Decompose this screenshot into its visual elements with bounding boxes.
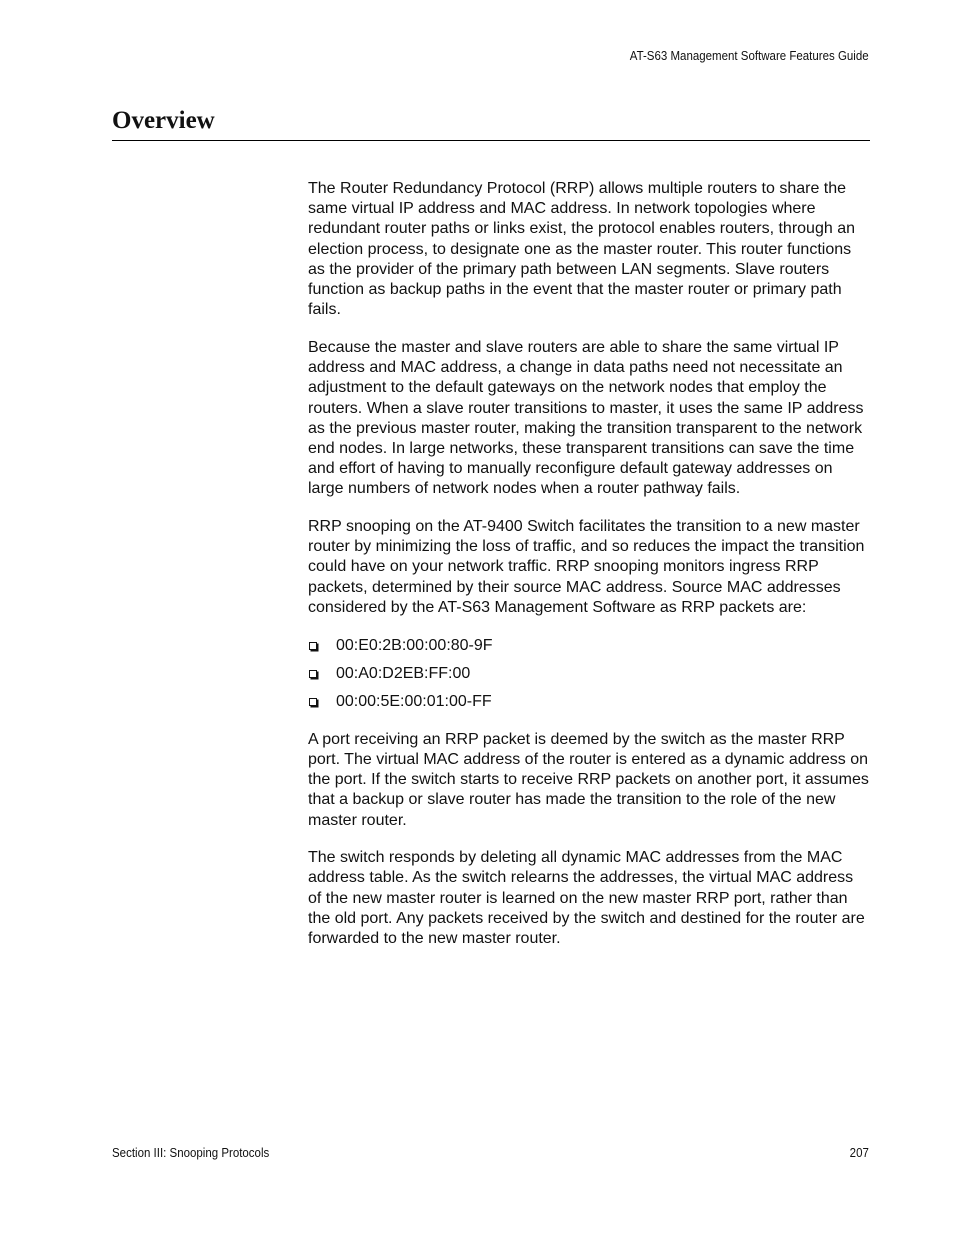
paragraph-rrp-intro: The Router Redundancy Protocol (RRP) allows multiple routers to share the same virtual IP address and MAC address. In network topologies where redundant router paths or links exist, the protocol enables routers, through an election process, to designate one as the master router. This router functions as the provider of the primary path between LAN segments. Slave routers function as backup paths in the event that the master router or primary path fails. [308,180,855,319]
paragraph-switch-response: The switch responds by deleting all dynamic MAC addresses from the MAC address table. As the switch relearns the addresses, the virtual MAC address of the new master router is learned on the new master RRP port, rather than the old port. Any packets received by the switch and destined for the router are forwarded to the new master router. [308,849,865,948]
list-item-text: 00:E0:2B:00:00:80-9F [336,636,493,654]
body-content [308,179,870,967]
paragraph-master-port: A port receiving an RRP packet is deemed by the switch as the master RRP port. The virtual MAC address of the router is entered as a dynamic address on the port. If the switch starts to receive RRP packets on another port, it assumes that a backup or slave router has made the transition to the role of the new master router. [308,730,869,829]
paragraph-rrp-snooping: RRP snooping on the AT-9400 Switch facilitates the transition to a new master router by minimizing the loss of traffic, and so reduces the impact the transition could have on your network traffic. RRP snooping monitors ingress RRP packets, determined by their source MAC address. Source MAC addresses considered by the AT-S63 Management Software as RRP packets are: [308,518,865,616]
checkbox-bullet-icon [309,642,317,650]
running-header: AT-S63 Management Software Features Guide [630,49,869,63]
footer-page-number: 207 [849,1146,869,1160]
list-item [308,636,870,656]
title-divider [112,140,870,141]
checkbox-bullet-icon [309,670,317,678]
list-item [308,664,870,684]
list-item [308,692,870,712]
list-item-text: 00:00:5E:00:01:00-FF [336,692,492,710]
checkbox-bullet-icon [309,698,317,706]
footer-section-label: Section III: Snooping Protocols [112,1146,270,1160]
list-item-text: 00:A0:D2EB:FF:00 [336,664,471,682]
section-title: Overview [112,107,215,134]
mac-address-list [308,636,870,712]
paragraph-shared-address: Because the master and slave routers are able to share the same virtual IP address and MAC address, a change in data paths need not necessitate an adjustment to the default gateways on the network nodes that employ the routers. When a slave router transitions to master, it uses the same IP address as the previous master router, making the transition transparent to the network end nodes. In large networks, these transparent transitions can save the time and effort of having to manually reconfigure default gateway addresses on large numbers of network nodes when a router pathway fails. [308,338,864,498]
